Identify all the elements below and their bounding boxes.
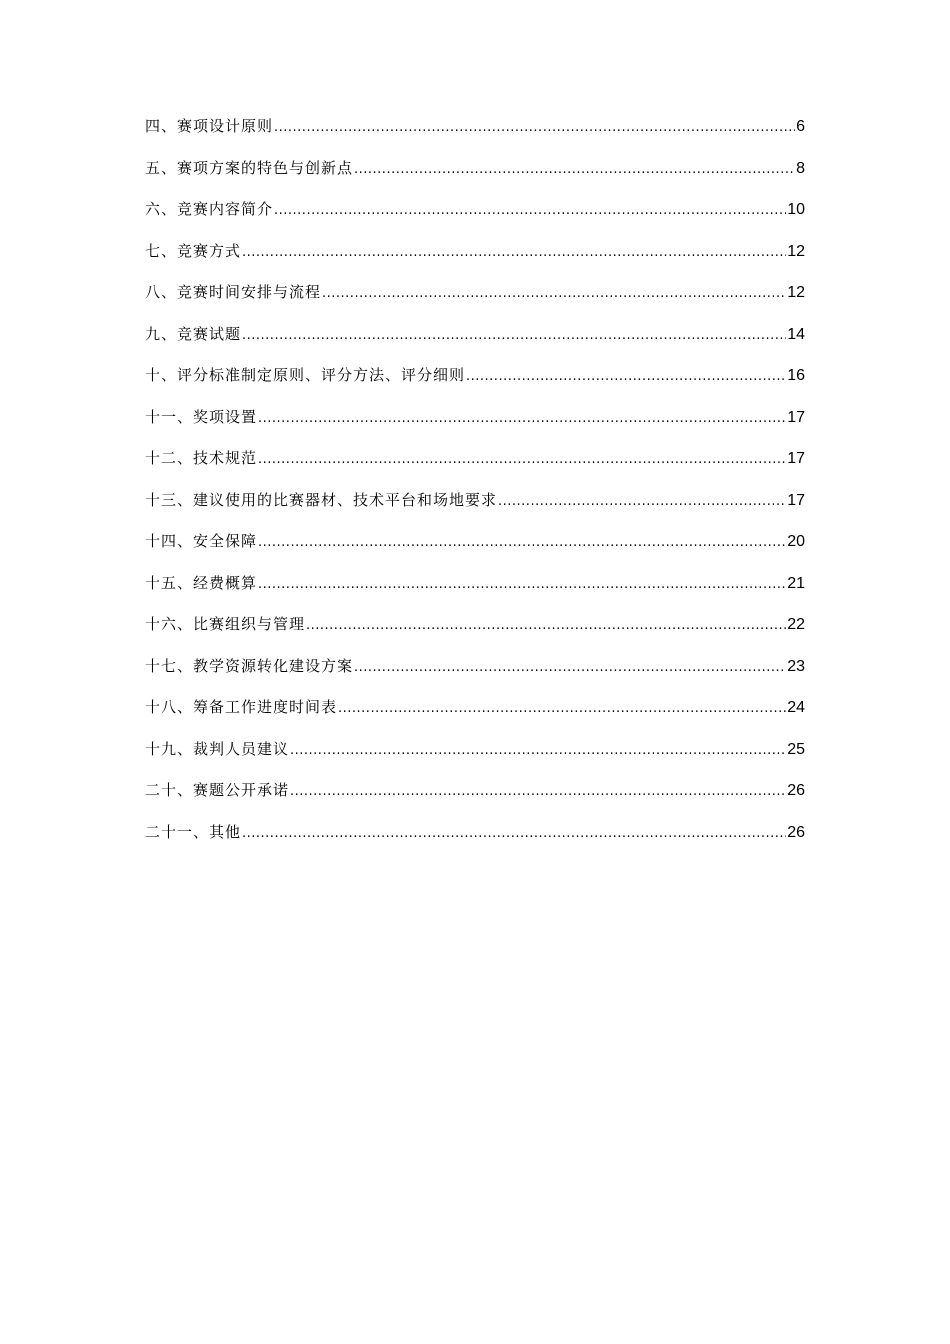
toc-entry-title: 十、评分标准制定原则、评分方法、评分细则 [145,366,466,384]
toc-entry-title: 四、赛项设计原则 [145,117,274,135]
toc-entry-page: 25 [787,740,805,758]
toc-entry-title: 十七、教学资源转化建设方案 [145,656,354,675]
toc-entry[interactable] [145,487,805,529]
toc-entry-title: 二十、赛题公开承诺 [145,781,290,799]
toc-entry-title: 十六、比赛组织与管理 [145,615,306,633]
toc-entry[interactable] [145,653,805,695]
toc-dot-leader [290,779,786,805]
toc-entry-title: 十三、建议使用的比赛器材、技术平台和场地要求 [145,490,498,509]
toc-entry[interactable] [145,570,805,612]
toc-entry-title: 十五、经费概算 [145,573,258,592]
toc-entry[interactable] [145,238,805,280]
toc-entry[interactable] [145,196,805,238]
toc-entry-page: 14 [787,325,805,343]
toc-entry-page: 10 [787,201,805,218]
toc-entry-page: 12 [787,284,805,301]
toc-dot-leader [322,281,786,307]
toc-dot-leader [338,696,786,722]
toc-dot-leader [242,323,786,349]
toc-dot-leader [258,406,786,432]
toc-entry-title: 十四、安全保障 [145,532,258,550]
toc-entry-page: 12 [787,242,805,260]
toc-entry[interactable] [145,404,805,446]
toc-entry-page: 6 [796,118,805,135]
toc-dot-leader [274,198,786,224]
table-of-contents [145,113,805,860]
toc-entry-page: 17 [787,450,805,467]
toc-entry[interactable] [145,694,805,736]
toc-entry-title: 七、竞赛方式 [145,241,242,260]
toc-dot-leader [258,572,786,598]
toc-entry[interactable] [145,528,805,570]
toc-dot-leader [354,655,786,681]
toc-dot-leader [290,738,786,764]
toc-entry[interactable] [145,819,805,861]
toc-entry[interactable] [145,321,805,363]
toc-entry-title: 五、赛项方案的特色与创新点 [145,158,354,177]
toc-entry-title: 八、竞赛时间安排与流程 [145,283,322,301]
toc-dot-leader [498,489,786,515]
toc-dot-leader [306,613,786,639]
toc-dot-leader [258,530,786,556]
toc-entry[interactable] [145,777,805,819]
toc-dot-leader [354,157,795,183]
toc-entry-title: 十九、裁判人员建议 [145,739,290,758]
toc-dot-leader [466,364,786,390]
toc-entry[interactable] [145,113,805,155]
toc-dot-leader [258,447,786,473]
toc-entry[interactable] [145,611,805,653]
toc-entry[interactable] [145,736,805,778]
toc-entry-title: 六、竞赛内容简介 [145,200,274,218]
toc-entry-page: 22 [787,616,805,633]
toc-entry-page: 20 [787,533,805,550]
toc-entry-page: 17 [787,491,805,509]
toc-entry[interactable] [145,155,805,197]
toc-entry-title: 九、竞赛试题 [145,324,242,343]
toc-dot-leader [274,115,795,141]
toc-entry-page: 8 [796,159,805,177]
toc-entry-page: 21 [787,574,805,592]
toc-entry[interactable] [145,362,805,404]
toc-entry-page: 23 [787,657,805,675]
toc-dot-leader [242,240,786,266]
toc-entry[interactable] [145,279,805,321]
toc-entry-page: 26 [787,782,805,799]
toc-entry-title: 十二、技术规范 [145,449,258,467]
toc-entry-page: 16 [787,367,805,384]
toc-entry-page: 24 [787,699,805,716]
toc-entry-title: 二十一、其他 [145,822,242,841]
toc-entry[interactable] [145,445,805,487]
toc-entry-page: 26 [787,823,805,841]
toc-dot-leader [242,821,786,847]
toc-entry-title: 十一、奖项设置 [145,407,258,426]
toc-entry-title: 十八、筹备工作进度时间表 [145,698,338,716]
toc-entry-page: 17 [787,408,805,426]
